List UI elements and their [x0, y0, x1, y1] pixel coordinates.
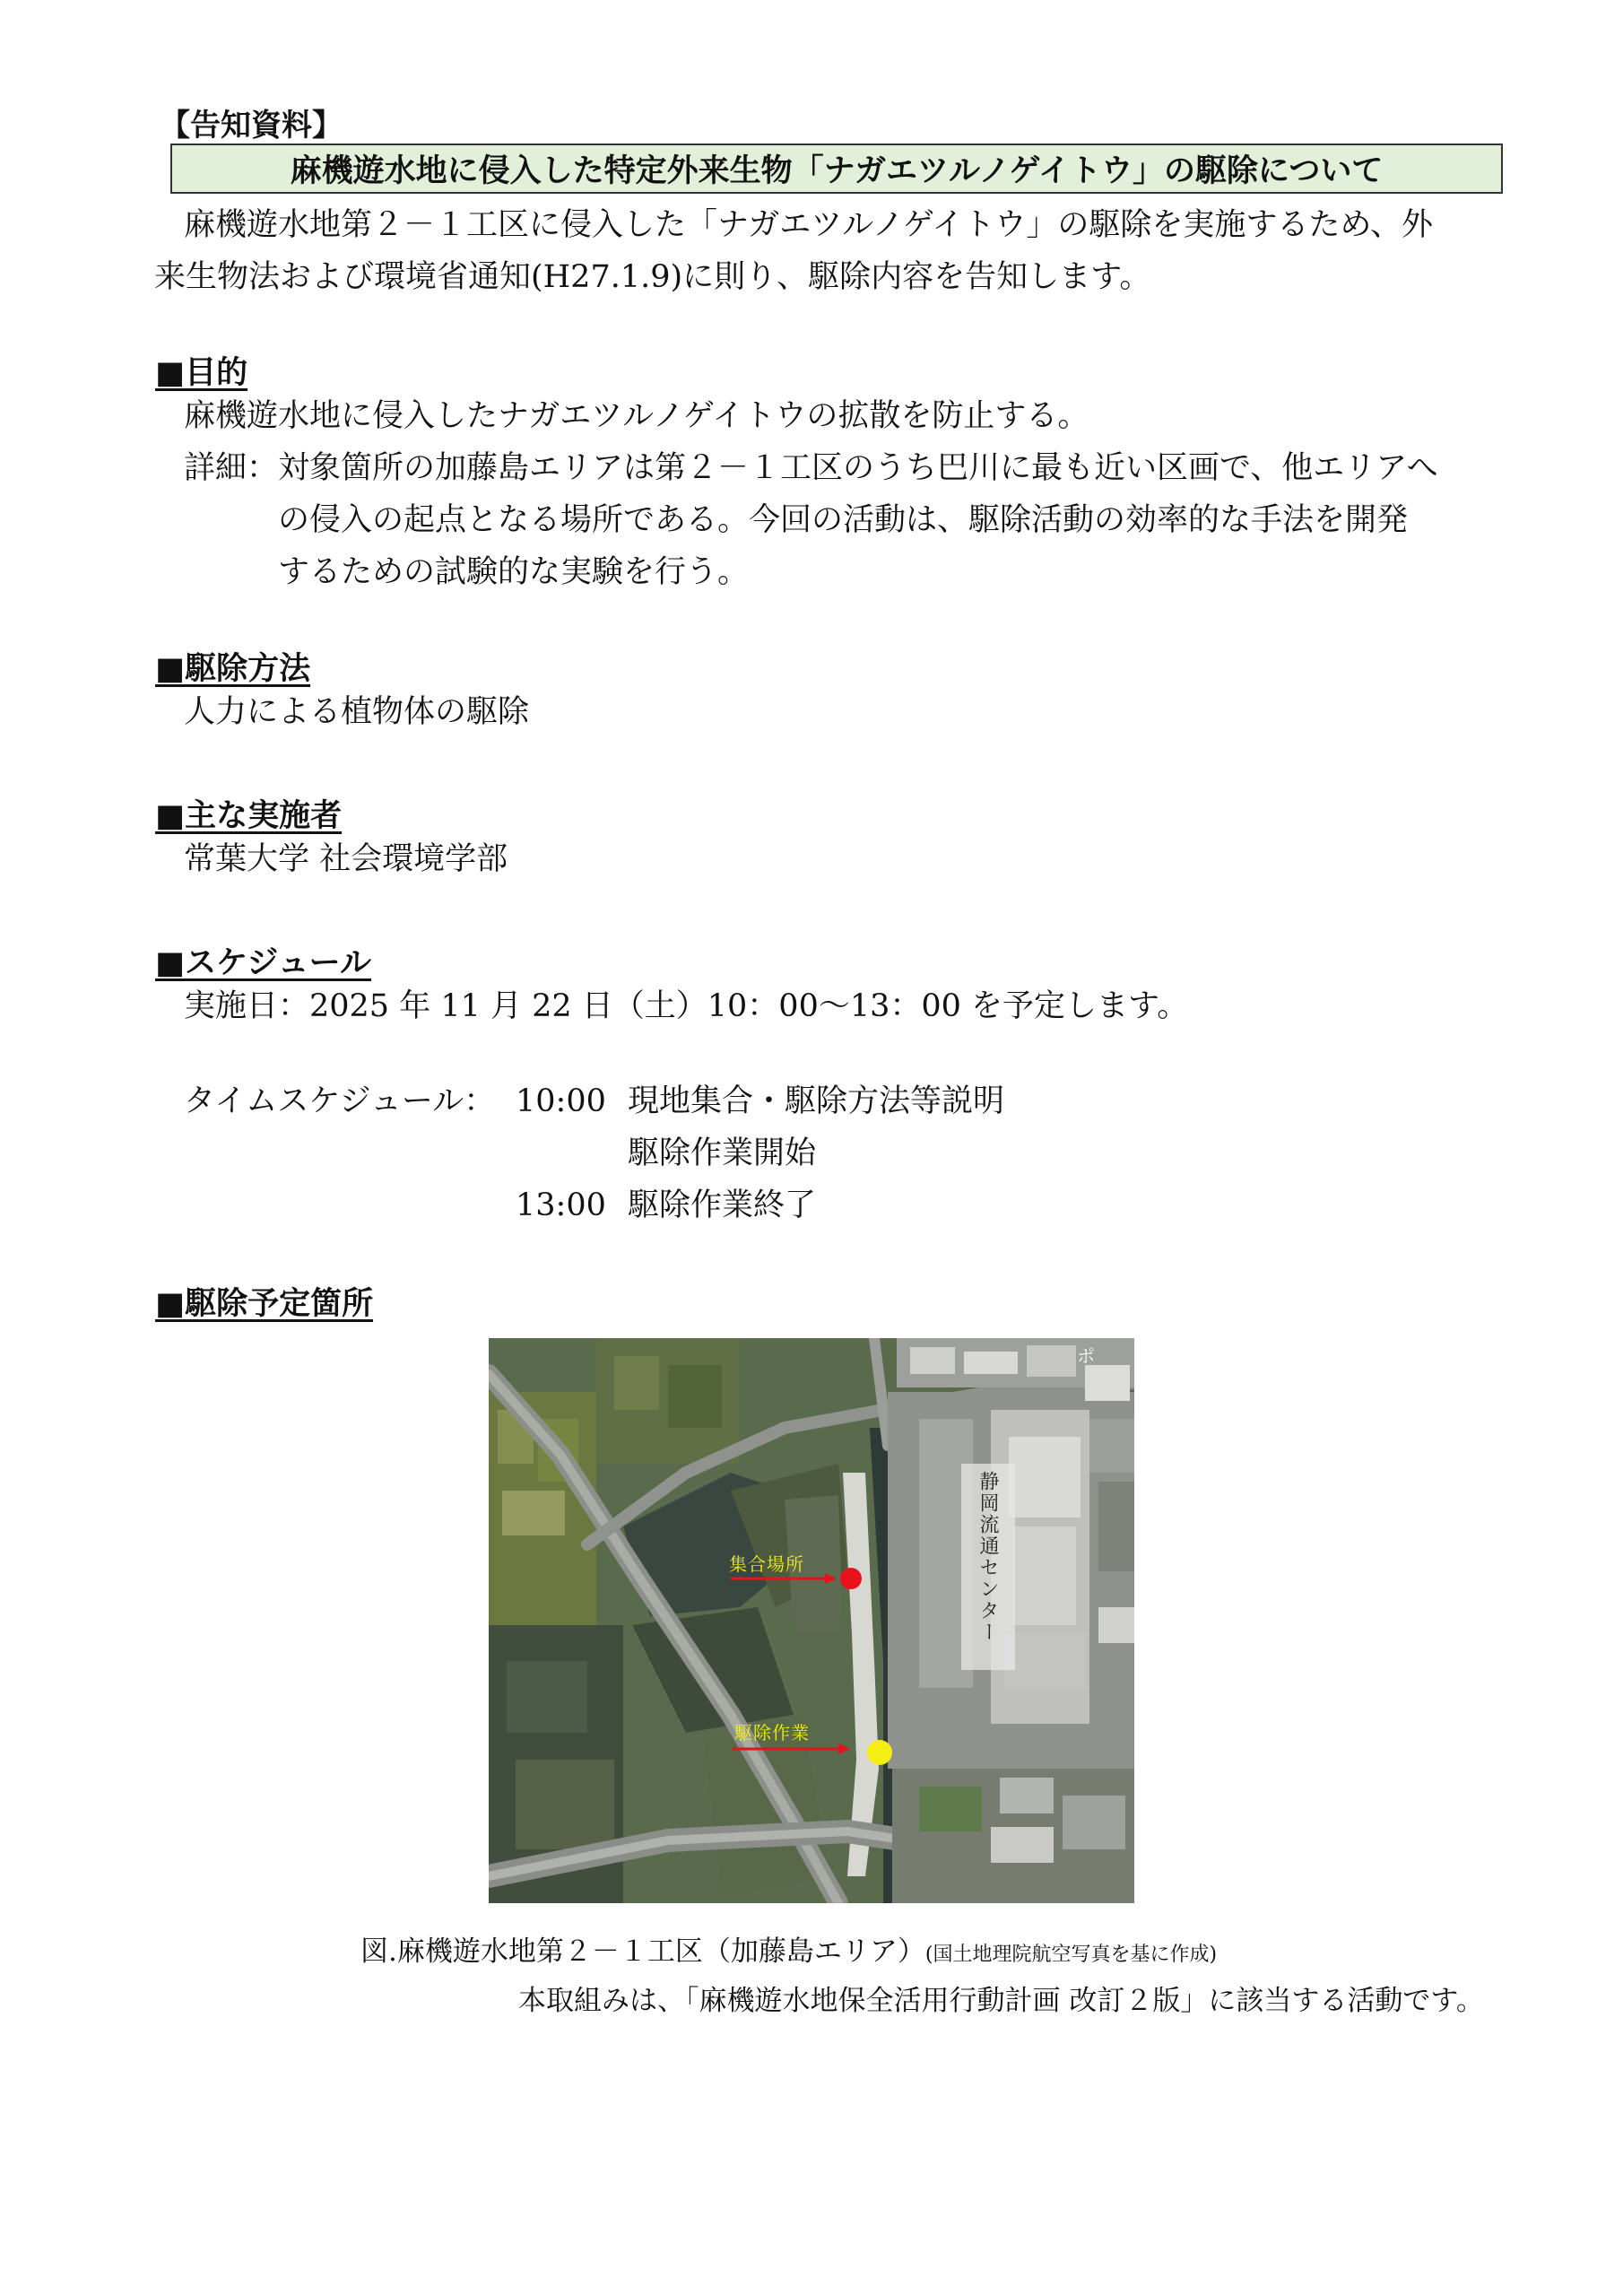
purpose-detail-line-1: 対象箇所の加藤島エリアは第２－１工区のうち巴川に最も近い区画で、他エリアへ — [278, 450, 1438, 486]
notice-label: 【告知資料】 — [160, 108, 343, 144]
purpose-text: 麻機遊水地に侵入したナガエツルノゲイトウの拡散を防止する。 — [184, 398, 1089, 434]
aerial-map — [489, 1338, 1134, 1903]
schedule-time-1: 10:00 — [516, 1083, 606, 1119]
map-label-corner: ポ — [1077, 1345, 1096, 1367]
implementer-text: 常葉大学 社会環境学部 — [184, 841, 508, 877]
schedule-desc-1: 現地集合・駆除方法等説明 — [628, 1083, 1005, 1119]
document-title — [170, 144, 1503, 194]
schedule-time-3: 13:00 — [516, 1187, 606, 1223]
purpose-detail-line-3: するための試験的な実験を行う。 — [278, 554, 750, 590]
purpose-detail-line-2: の侵入の起点となる場所である。今回の活動は、駆除活動の効率的な手法を開発 — [278, 502, 1409, 538]
map-label-center: 静岡流通センター — [976, 1471, 999, 1643]
method-text: 人力による植物体の駆除 — [184, 694, 530, 730]
purpose-heading: ■目的 — [155, 355, 248, 391]
implementer-heading: ■主な実施者 — [155, 798, 343, 834]
intro-line-2: 来生物法および環境省通知(H27.1.9)に則り、駆除内容を告知します。 — [154, 259, 1151, 295]
document-title-text: 麻機遊水地に侵入した特定外来生物「ナガエツルノゲイトウ」の駆除について — [290, 153, 1384, 189]
work-point-marker — [867, 1740, 892, 1765]
schedule-desc-3: 駆除作業終了 — [628, 1187, 817, 1223]
figure-caption-main: 図.麻機遊水地第２－１工区（加藤島エリア） — [360, 1935, 925, 1968]
location-heading: ■駆除予定箇所 — [155, 1286, 374, 1322]
aerial-photo — [489, 1338, 1134, 1903]
meeting-point-marker — [840, 1568, 862, 1589]
schedule-time-label: タイムスケジュール： — [184, 1083, 496, 1119]
figure-caption — [360, 1928, 1217, 1969]
schedule-desc-2: 駆除作業開始 — [628, 1135, 817, 1171]
method-heading: ■駆除方法 — [155, 651, 311, 687]
map-label-meeting: 集合場所 — [729, 1553, 804, 1575]
map-label-work: 駆除作業 — [734, 1722, 810, 1744]
schedule-date: 実施日：2025 年 11 月 22 日（土）10：00～13：00 を予定します。 — [184, 988, 1189, 1024]
intro-line-1: 麻機遊水地第２－１工区に侵入した「ナガエツルノゲイトウ」の駆除を実施するため、外 — [184, 207, 1434, 243]
figure-caption-source: (国土地理院航空写真を基に作成) — [924, 1944, 1218, 1966]
schedule-heading: ■スケジュール — [155, 945, 371, 981]
purpose-detail-label: 詳細： — [184, 450, 279, 486]
footer-note: 本取組みは、「麻機遊水地保全活用行動計画 改訂２版」に該当する活動です。 — [518, 1985, 1484, 2017]
